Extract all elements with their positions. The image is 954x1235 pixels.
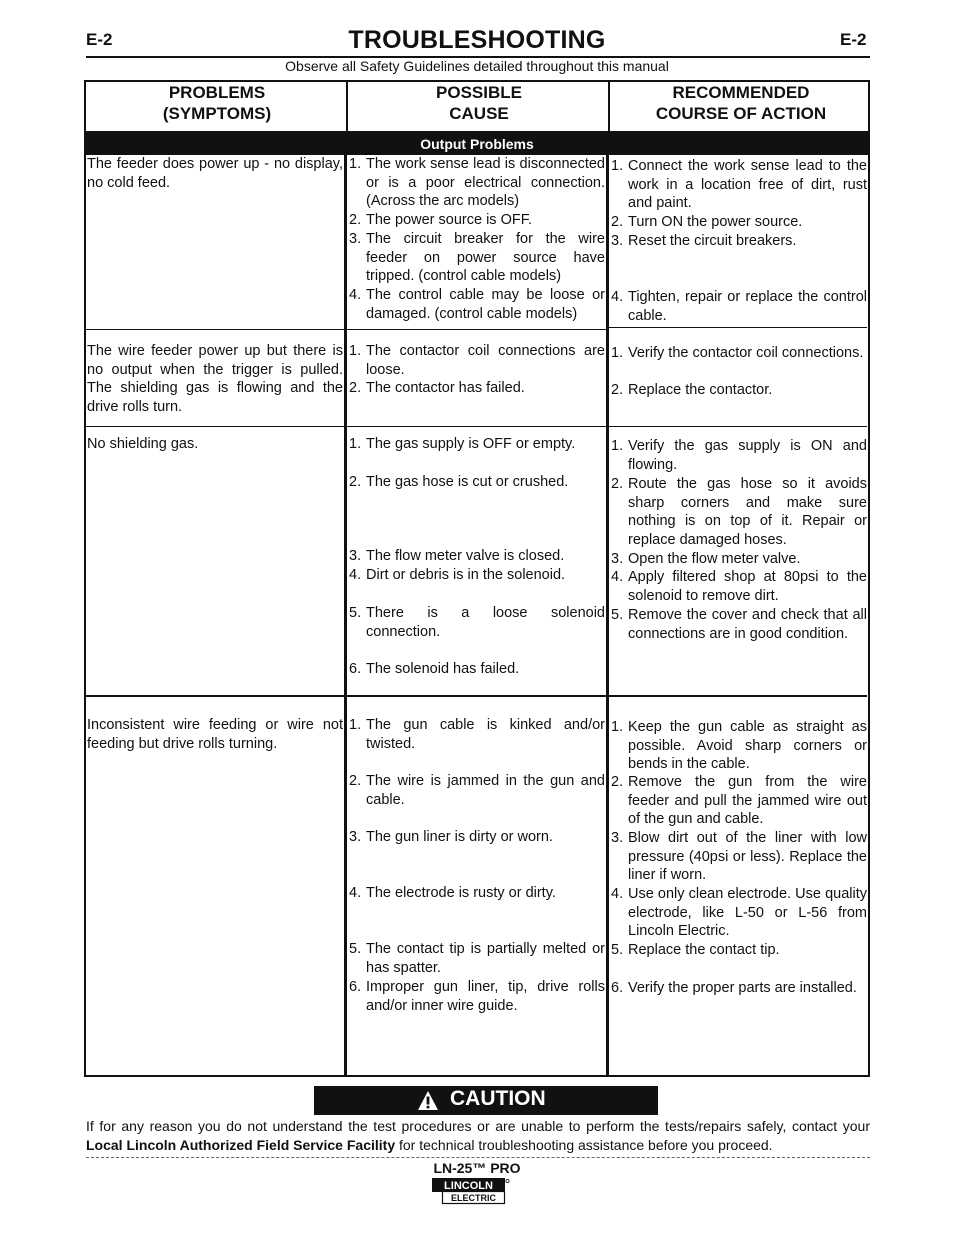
action-item: 5. Replace the contact tip. bbox=[611, 942, 780, 958]
row-separator bbox=[609, 327, 867, 328]
cause-item: 2. The wire is jammed in the gun and cable. bbox=[349, 773, 605, 808]
caution-text-prefix: If for any reason you do not understand the test procedures or are unable to perform the tests/repairs safely, contact your bbox=[86, 1118, 870, 1134]
footer-rule bbox=[86, 1157, 870, 1158]
table-header bbox=[84, 80, 870, 133]
row-separator bbox=[347, 695, 606, 697]
cause-item: 2. The contactor has failed. bbox=[349, 380, 525, 396]
problem-cell: No shielding gas. bbox=[87, 436, 199, 452]
header-problems-line2: (SYMPTOMS) bbox=[162, 104, 272, 123]
row-separator bbox=[86, 329, 345, 330]
cause-item: 1. The gun cable is kinked and/or twisted. bbox=[349, 717, 605, 752]
cause-item: 2. The power source is OFF. bbox=[349, 212, 532, 228]
problem-cell: Inconsistent wire feeding or wire not feeding but drive rolls turning. bbox=[87, 717, 343, 752]
header-action-line1: RECOMMENDED bbox=[672, 83, 810, 102]
action-item: 6. Verify the proper parts are installed. bbox=[611, 980, 857, 996]
page-code-left: E-2 bbox=[86, 30, 113, 49]
cause-item: 4. The electrode is rusty or dirty. bbox=[349, 885, 556, 901]
header-problems bbox=[86, 82, 348, 131]
header-problems-line1: PROBLEMS bbox=[168, 83, 266, 102]
header-action-line2: COURSE OF ACTION bbox=[655, 104, 827, 123]
action-item: 1. Connect the work sense lead to the work in a location free of dirt, rust and paint. bbox=[611, 158, 867, 212]
cause-item: 3. The circuit breaker for the wire feeder on power source have tripped. (control cable models) bbox=[349, 231, 605, 285]
cause-item: 6. Improper gun liner, tip, drive rolls and/or inner wire guide. bbox=[349, 979, 605, 1014]
cause-item: 3. The gun liner is dirty or worn. bbox=[349, 829, 553, 845]
action-item: 4. Use only clean electrode. Use quality electrode, like L-50 or L-56 from Lincoln Electric. bbox=[611, 886, 867, 940]
action-item: 1. Keep the gun cable as straight as possible. Avoid sharp corners or bends in the cable. bbox=[611, 719, 867, 773]
action-item: 3. Blow dirt out of the liner with low pressure (40psi or less). Replace the liner if worn. bbox=[611, 830, 867, 884]
action-item: 2. Turn ON the power source. bbox=[611, 214, 803, 230]
row-separator bbox=[347, 329, 606, 330]
cause-item: 5. There is a loose solenoid connection. bbox=[349, 605, 605, 640]
row-separator bbox=[347, 426, 606, 427]
model-name: LN-25™ PRO bbox=[433, 1160, 521, 1176]
cause-item: 2. The gas hose is cut or crushed. bbox=[349, 474, 569, 490]
header-cause-line1: POSSIBLE bbox=[436, 83, 522, 102]
header-action bbox=[610, 82, 872, 131]
cause-item: 6. The solenoid has failed. bbox=[349, 661, 520, 677]
lincoln-electric-logo bbox=[432, 1178, 510, 1205]
caution-text bbox=[86, 1117, 870, 1155]
svg-text:LINCOLN: LINCOLN bbox=[444, 1180, 493, 1192]
row-separator bbox=[86, 695, 345, 697]
warning-triangle-icon bbox=[417, 1090, 439, 1111]
cause-item: 3. The flow meter valve is closed. bbox=[349, 548, 565, 564]
action-item: 3. Reset the circuit breakers. bbox=[611, 233, 797, 249]
action-item: 2. Route the gas hose so it avoids sharp corners and make sure nothing is on top of it. Repair or replace damaged hoses. bbox=[611, 476, 867, 549]
action-item: 4. Tighten, repair or replace the control cable. bbox=[611, 289, 867, 324]
problem-cell: The feeder does power up - no display, no cold feed. bbox=[87, 156, 343, 191]
page-title: TROUBLESHOOTING bbox=[348, 26, 606, 54]
caution-text-bold: Local Lincoln Authorized Field Service Facility bbox=[86, 1137, 396, 1153]
cause-item: 4. The control cable may be loose or damaged. (control cable models) bbox=[349, 287, 605, 322]
cause-item: 1. The work sense lead is disconnected or is a poor electrical connection. (Across the arc models) bbox=[349, 156, 605, 210]
cause-item: 4. Dirt or debris is in the solenoid. bbox=[349, 567, 566, 583]
header-cause-line2: CAUSE bbox=[449, 104, 509, 123]
action-item: 1. Verify the gas supply is ON and flowing. bbox=[611, 438, 867, 473]
caution-label: CAUTION bbox=[450, 1087, 546, 1110]
action-item: 3. Open the flow meter valve. bbox=[611, 551, 801, 567]
cause-item: 1. The gas supply is OFF or empty. bbox=[349, 436, 576, 452]
page-code-right: E-2 bbox=[840, 30, 867, 49]
problem-cell: The wire feeder power up but there is no output when the trigger is pulled. The shielding gas is flowing and the drive rolls turn. bbox=[87, 343, 343, 416]
column-divider bbox=[606, 155, 609, 1077]
caution-text-suffix: for technical troubleshooting assistance before you proceed. bbox=[395, 1137, 773, 1153]
row-separator bbox=[86, 426, 345, 427]
action-item: 4. Apply filtered shop at 80psi to the solenoid to remove dirt. bbox=[611, 569, 867, 604]
column-divider bbox=[344, 155, 347, 1077]
caution-banner bbox=[314, 1086, 658, 1115]
header-cause bbox=[348, 82, 610, 131]
cause-item: 1. The contactor coil connections are loose. bbox=[349, 343, 605, 378]
svg-text:ELECTRIC: ELECTRIC bbox=[451, 1193, 496, 1203]
row-separator bbox=[609, 695, 867, 697]
safety-subtitle: Observe all Safety Guidelines detailed throughout this manual bbox=[285, 58, 669, 74]
row-separator bbox=[609, 426, 867, 427]
cause-item: 5. The contact tip is partially melted or has spatter. bbox=[349, 941, 605, 976]
action-item: 5. Remove the cover and check that all connections are in good condition. bbox=[611, 607, 867, 642]
action-item: 1. Verify the contactor coil connections. bbox=[611, 345, 864, 361]
section-heading: Output Problems bbox=[84, 133, 870, 155]
action-item: 2. Replace the contactor. bbox=[611, 382, 773, 398]
action-item: 2. Remove the gun from the wire feeder and pull the jammed wire out of the gun and cable. bbox=[611, 774, 867, 828]
